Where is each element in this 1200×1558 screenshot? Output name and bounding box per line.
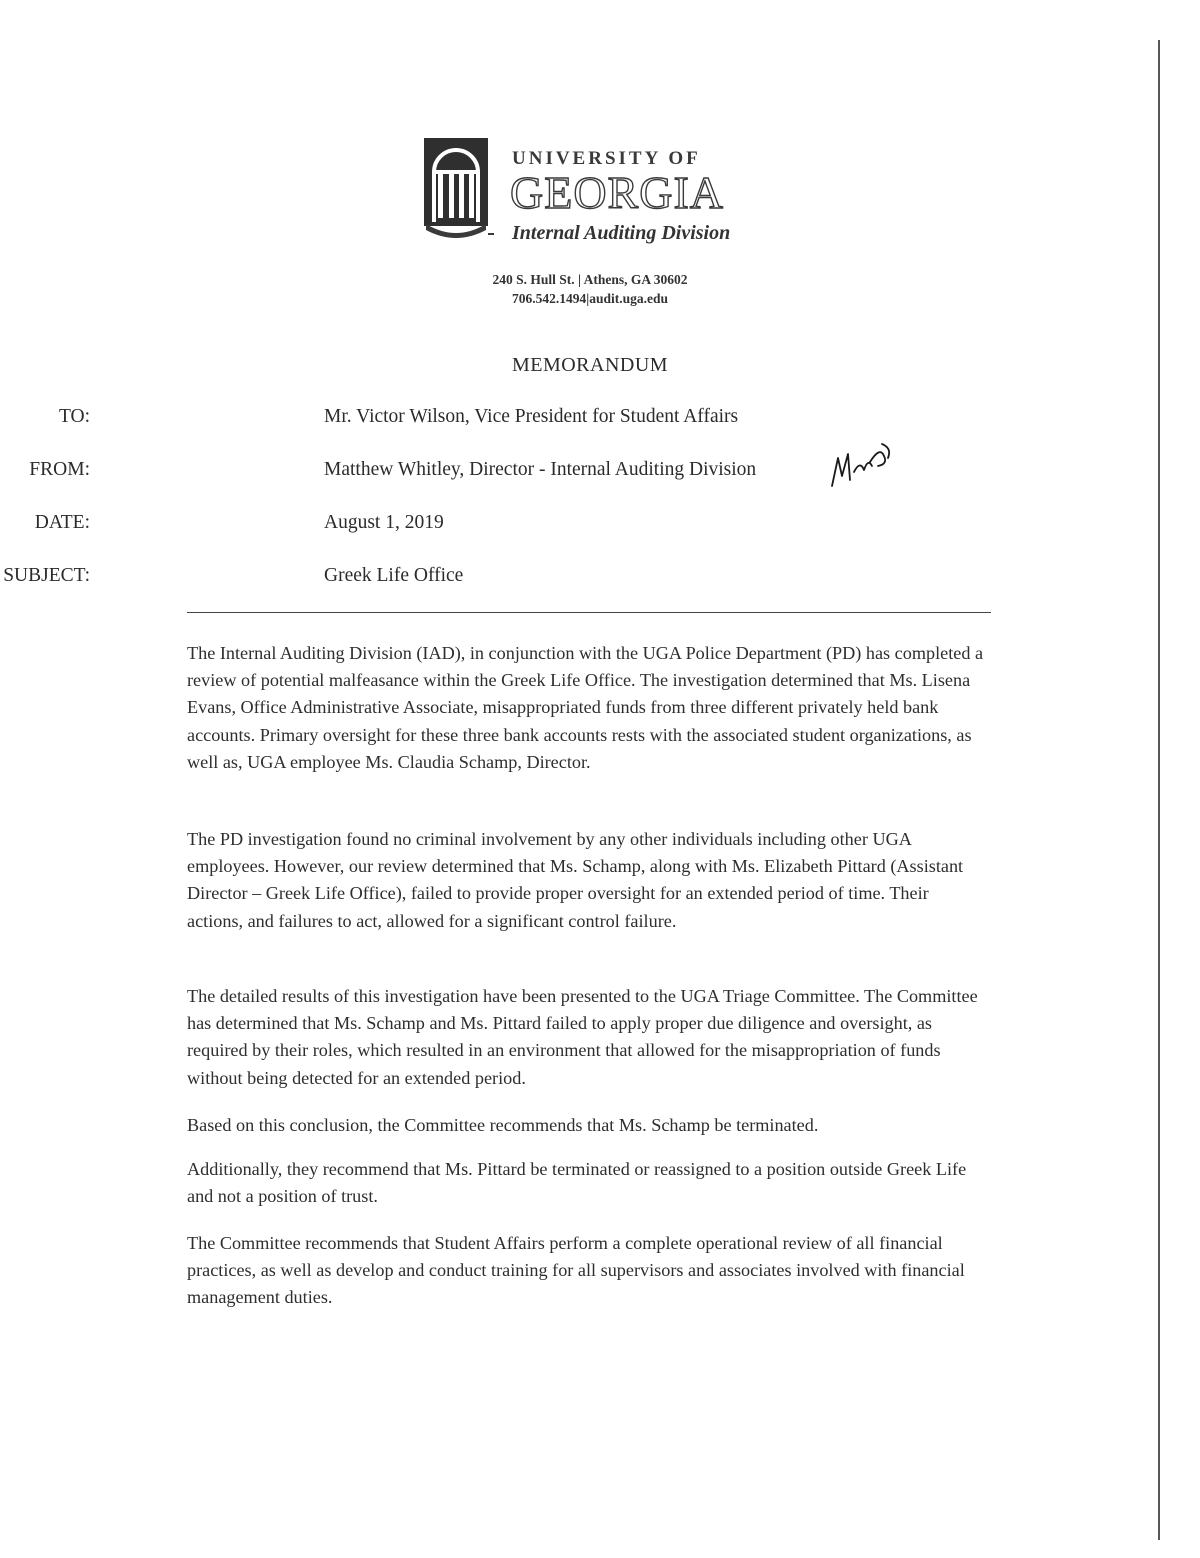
paragraph-text: Based on this conclusion, the Committee recommends that Ms. Schamp be terminated. bbox=[187, 1115, 819, 1135]
paragraph-2 bbox=[187, 826, 987, 935]
paragraph-text: The PD investigation found no criminal involvement by any other individuals including other UGA employees. However, our review determined that Ms. Schamp, along with Ms. Elizabeth Pittard (Assistant Director – Greek Life Office), failed to provide proper oversight for an extended period of time. Their actions, and failures to act, allowed for a significant control failure. bbox=[187, 829, 964, 931]
paragraph-text: Additionally, they recommend that Ms. Pittard be terminated or reassigned to a position outside Greek Life and not a position of trust. bbox=[187, 1159, 967, 1207]
to-value: Mr. Victor Wilson, Vice President for Student Affairs bbox=[324, 406, 739, 427]
letterhead-address bbox=[0, 270, 1180, 308]
from-label: FROM: bbox=[29, 459, 90, 480]
from-value: Matthew Whitley, Director - Internal Auditing Division bbox=[324, 459, 757, 480]
memo-title: MEMORANDUM bbox=[511, 354, 669, 376]
paragraph-text: The detailed results of this investigation have been presented to the UGA Triage Committee. The Committee has determined that Ms. Schamp and Ms. Pittard failed to apply proper due diligence and oversight, as required by their roles, which resulted in an environment that allowed for the misappropriation of funds without being detected for an extended period. bbox=[187, 986, 978, 1088]
date-label: DATE: bbox=[34, 512, 90, 533]
handwritten-signature bbox=[826, 436, 896, 492]
scan-edge-line bbox=[1158, 40, 1160, 1540]
paragraph-3 bbox=[187, 983, 987, 1092]
letterhead-logo bbox=[424, 138, 784, 248]
paragraph-text: The Committee recommends that Student Affairs perform a complete operational review of all financial practices, as well as develop and conduct training for all supervisors and associates involved with financial management duties. bbox=[187, 1233, 965, 1308]
paragraph-6 bbox=[187, 1230, 987, 1312]
paragraph-4 bbox=[187, 1112, 987, 1139]
address-line: 240 S. Hull St. | Athens, GA 30602 bbox=[492, 272, 688, 287]
georgia-wordmark: GEORGIA bbox=[510, 167, 724, 218]
date-value: August 1, 2019 bbox=[324, 512, 444, 533]
to-label: TO: bbox=[58, 406, 90, 427]
division-name: Internal Auditing Division bbox=[512, 222, 731, 244]
subject-value: Greek Life Office bbox=[324, 565, 464, 586]
paragraph-5 bbox=[187, 1156, 987, 1210]
paragraph-1 bbox=[187, 640, 987, 776]
paragraph-text: The Internal Auditing Division (IAD), in conjunction with the UGA Police Department (PD) has completed a review of potential malfeasance within the Greek Life Office. The investigation determined that Ms. Lisena Evans, Office Administrative Associate, misappropriated funds from three different privately held bank accounts. Primary oversight for these three bank accounts rests with the associated student organizations, as well as, UGA employee Ms. Claudia Schamp, Director. bbox=[187, 643, 984, 772]
contact-line: 706.542.1494|audit.uga.edu bbox=[511, 291, 668, 306]
header-divider bbox=[187, 612, 991, 613]
memo-subject-row bbox=[0, 565, 1000, 595]
memo-date-row bbox=[0, 512, 1000, 542]
arch-seal-icon bbox=[424, 138, 496, 242]
subject-label: SUBJECT: bbox=[3, 565, 90, 586]
memo-to-row bbox=[0, 406, 1000, 436]
university-of-text: UNIVERSITY OF bbox=[512, 148, 701, 169]
